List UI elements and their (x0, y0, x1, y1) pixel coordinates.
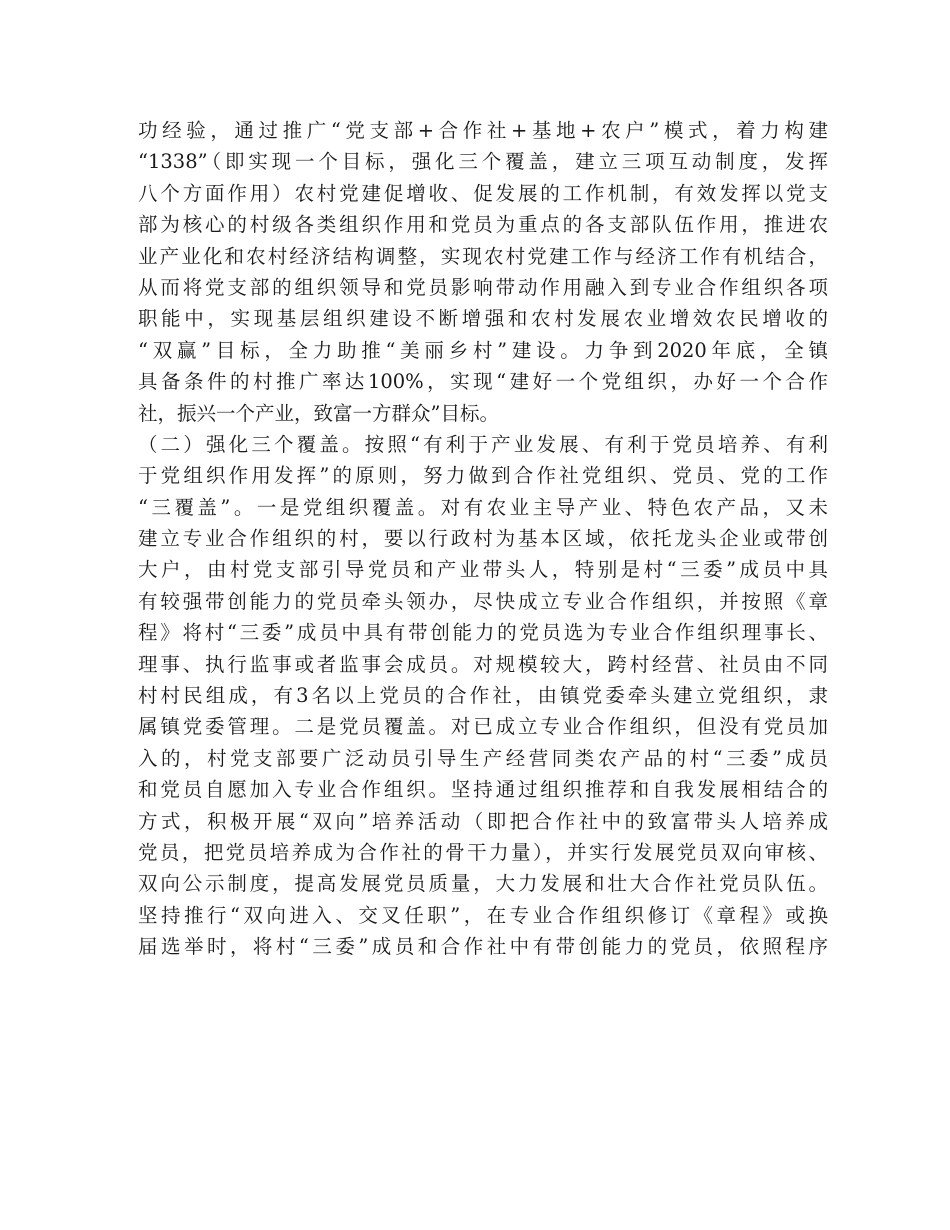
text-line: 社，振兴一个产业，致富一方群众”目标。 (138, 401, 499, 425)
text-line: 入的，村党支部要广泛动员引导生产经营同类农产品的村“三委”成员 (138, 746, 828, 770)
text-line: “三覆盖”。一是党组织覆盖。对有农业主导产业、特色农产品，又未 (138, 495, 828, 519)
text-line: 坚持推行“双向进入、交叉任职”，在专业合作组织修订《章程》或换 (138, 903, 828, 927)
text-line: 村村民组成，有3名以上党员的合作社，由镇党委牵头建立党组织，隶 (138, 684, 828, 708)
body-text (138, 115, 828, 963)
text-line: 具备条件的村推广率达100%，实现“建好一个党组织，办好一个合作 (138, 370, 828, 394)
text-line: 业产业化和农村经济结构调整，实现农村党建工作与经济工作有机结合， (138, 244, 828, 268)
text-line: 于党组织作用发挥”的原则，努力做到合作社党组织、党员、党的工作 (138, 464, 828, 488)
text-line: （二）强化三个覆盖。按照“有利于产业发展、有利于党员培养、有利 (138, 432, 828, 456)
text-line: “1338”（即实现一个目标，强化三个覆盖，建立三项互动制度，发挥 (138, 150, 828, 174)
text-line: 八个方面作用）农村党建促增收、促发展的工作机制，有效发挥以党支 (138, 181, 828, 205)
text-line: 部为核心的村级各类组织作用和党员为重点的各支部队伍作用，推进农 (138, 213, 828, 237)
text-line: 程》将村“三委”成员中具有带创能力的党员选为专业合作组织理事长、 (138, 621, 828, 645)
text-line: 建立专业合作组织的村，要以行政村为基本区域，依托龙头企业或带创 (138, 527, 828, 551)
text-line: 届选举时，将村“三委”成员和合作社中有带创能力的党员，依照程序 (138, 935, 828, 959)
text-line: 从而将党支部的组织领导和党员影响带动作用融入到专业合作组织各项 (138, 275, 828, 299)
text-line: 有较强带创能力的党员牵头领办，尽快成立专业合作组织，并按照《章 (138, 589, 828, 613)
text-line: 方式，积极开展“双向”培养活动（即把合作社中的致富带头人培养成 (138, 809, 828, 833)
text-line: 双向公示制度，提高发展党员质量，大力发展和壮大合作社党员队伍。 (138, 872, 828, 896)
text-line: “双赢”目标，全力助推“美丽乡村”建设。力争到2020年底，全镇 (138, 338, 828, 362)
text-line: 和党员自愿加入专业合作组织。坚持通过组织推荐和自我发展相结合的 (138, 778, 828, 802)
text-line: 职能中，实现基层组织建设不断增强和农村发展农业增效农民增收的 (138, 307, 828, 331)
text-line: 功经验，通过推广“党支部+合作社+基地+农户”模式，着力构建 (138, 119, 828, 142)
text-line: 党员，把党员培养成为合作社的骨干力量），并实行发展党员双向审核、 (138, 840, 828, 864)
text-line: 理事、执行监事或者监事会成员。对规模较大，跨村经营、社员由不同 (138, 652, 828, 676)
text-line: 大户，由村党支部引导党员和产业带头人，特别是村“三委”成员中具 (138, 558, 828, 582)
text-line: 属镇党委管理。二是党员覆盖。对已成立专业合作组织，但没有党员加 (138, 715, 828, 739)
